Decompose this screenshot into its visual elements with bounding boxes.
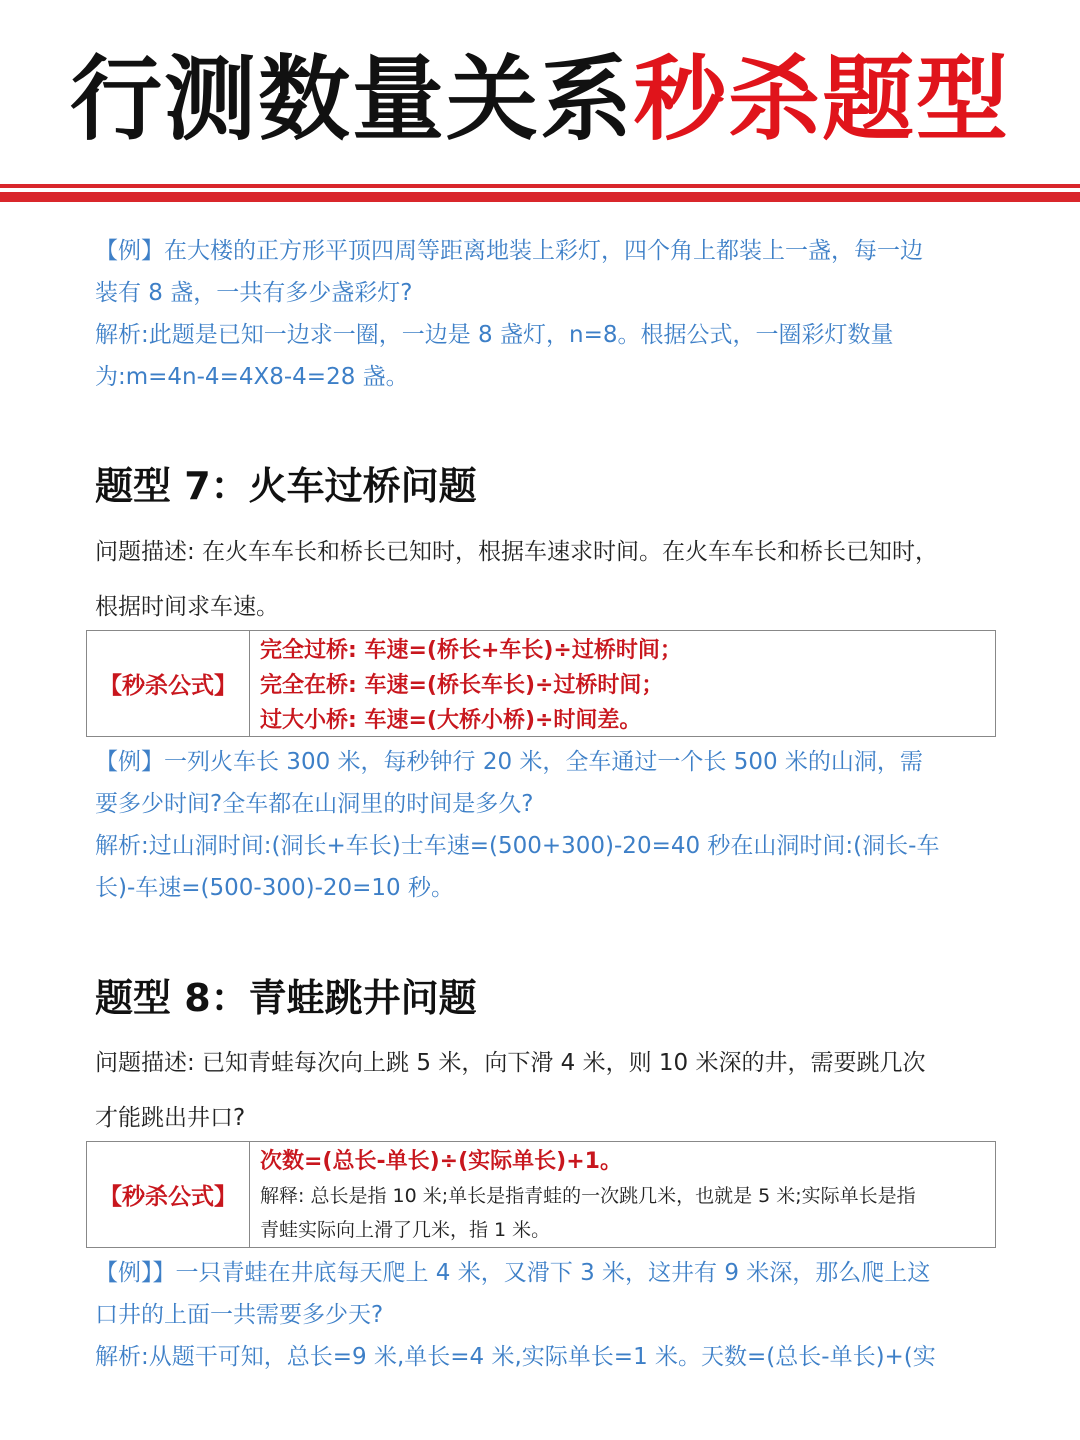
- page-title: [0, 40, 1080, 160]
- example-8-block: [95, 1252, 995, 1378]
- formula-body: [250, 631, 995, 736]
- section-7-desc-line-1: 问题描述: 在火车车长和桥长已知时，根据车速求时间。在火车车长和桥长已知时，: [95, 539, 939, 565]
- example-line: 为:m=4n-4=4X8-4=28 盏。: [95, 364, 409, 390]
- example-line: 【例】在大楼的正方形平顶四周等距离地装上彩灯，四个角上都装上一盏，每一边: [95, 238, 923, 264]
- title-red: 秒杀题型: [634, 46, 1011, 153]
- title-divider-thick: [0, 192, 1080, 202]
- example-6-block: [95, 230, 995, 398]
- formula-note: 青蛙实际向上滑了几米，指 1 米。: [260, 1219, 551, 1241]
- section-7-formula-box: [86, 630, 996, 737]
- formula-line: 完全在桥: 车速=(桥长车长)÷过桥时间；: [260, 673, 664, 698]
- example-line: 口井的上面一共需要多少天?: [95, 1302, 384, 1328]
- example-line: 解析:此题是已知一边求一圈，一边是 8 盏灯，n=8。根据公式，一圈彩灯数量: [95, 322, 894, 348]
- example-line: 要多少时间?全车都在山洞里的时间是多久?: [95, 791, 534, 817]
- section-7-heading: 题型 7：火车过桥问题: [95, 464, 477, 508]
- formula-body: [250, 1142, 995, 1247]
- example-line: 解析:从题干可知，总长=9 米,单长=4 米,实际单长=1 米。天数=(总长-单长)+(实: [95, 1344, 936, 1370]
- section-8-formula-box: [86, 1141, 996, 1248]
- formula-line: 过大小桥: 车速=(大桥小桥)÷时间差。: [260, 708, 642, 733]
- formula-label: 【秒杀公式】: [87, 1142, 250, 1247]
- example-line: 长)-车速=(500-300)-20=10 秒。: [95, 875, 455, 901]
- example-line: 装有 8 盏，一共有多少盏彩灯?: [95, 280, 413, 306]
- formula-note: 解释: 总长是指 10 米;单长是指青蛙的一次跳几米，也就是 5 米;实际单长是指: [260, 1185, 916, 1207]
- section-7-desc-line-2: 根据时间求车速。: [95, 594, 279, 620]
- example-7-block: [95, 741, 995, 909]
- example-line: 【例】】一只青蛙在井底每天爬上 4 米，又滑下 3 米，这井有 9 米深，那么爬上这: [95, 1260, 931, 1286]
- title-black: 行测数量关系: [69, 46, 634, 153]
- title-divider-thin: [0, 184, 1080, 188]
- formula-main: 次数=(总长-单长)÷(实际单长)+1。: [260, 1149, 622, 1174]
- section-8-heading: 题型 8：青蛙跳井问题: [95, 976, 477, 1020]
- formula-line: 完全过桥: 车速=(桥长+车长)÷过桥时间；: [260, 638, 682, 663]
- example-line: 【例】一列火车长 300 米，每秒钟行 20 米，全车通过一个长 500 米的山洞，需: [95, 749, 923, 775]
- example-line: 解析:过山洞时间:(洞长+车长)士车速=(500+300)-20=40 秒在山洞时间:(洞长-车: [95, 833, 940, 859]
- section-8-desc-line-1: 问题描述: 已知青蛙每次向上跳 5 米，向下滑 4 米，则 10 米深的井，需要跳几次: [95, 1050, 926, 1076]
- formula-label: 【秒杀公式】: [87, 631, 250, 736]
- section-8-desc-line-2: 才能跳出井口?: [95, 1105, 246, 1131]
